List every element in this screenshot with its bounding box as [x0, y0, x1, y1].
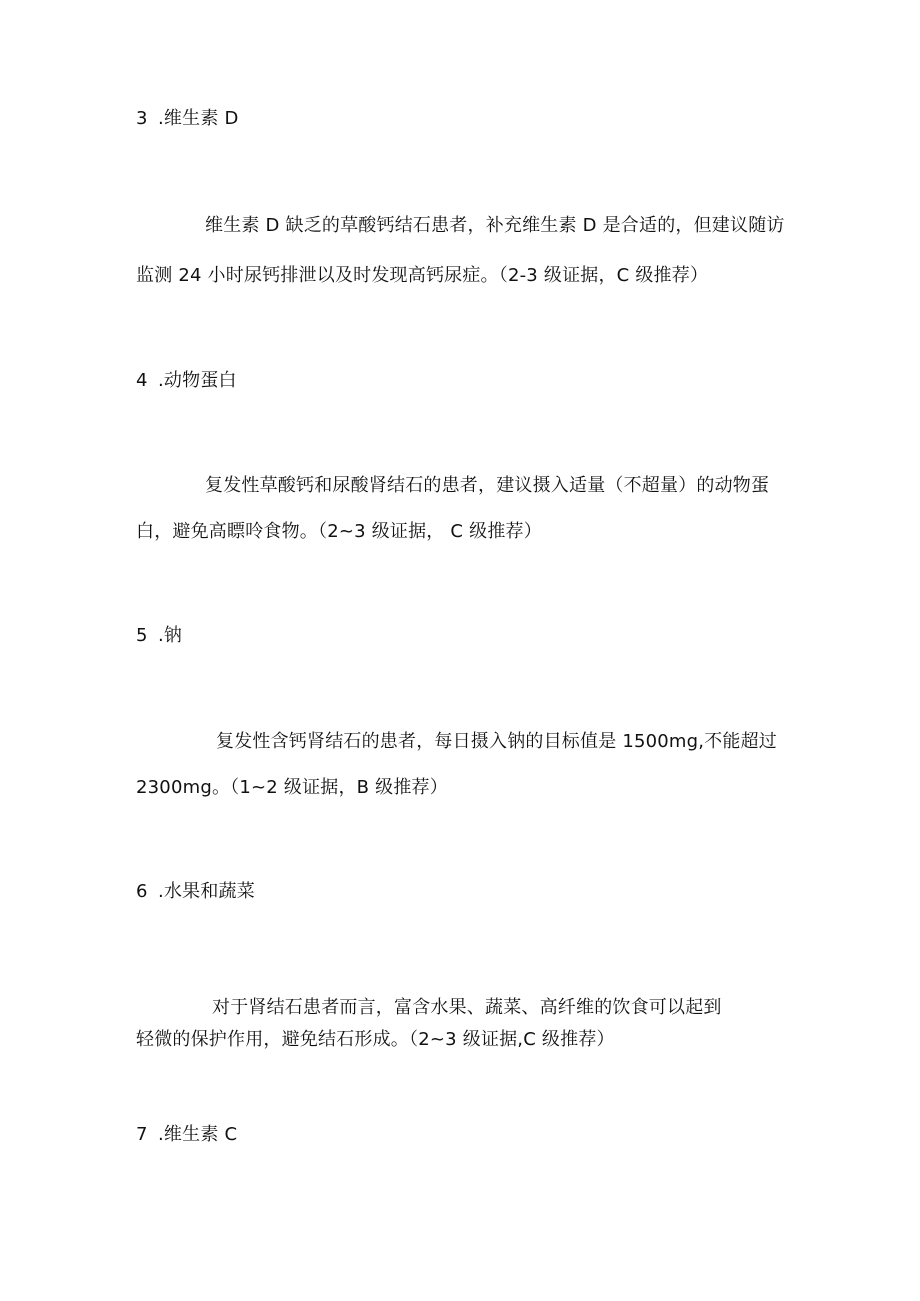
section-number: 6: [136, 881, 148, 902]
section-number: 4: [136, 370, 148, 391]
section-number: 3: [136, 108, 148, 129]
section-heading: [136, 624, 182, 648]
section-title: .维生素 C: [158, 1124, 238, 1145]
paragraph-line: 对于肾结石患者而言，富含水果、蔬菜、高纤维的饮食可以起到: [212, 997, 722, 1018]
section-title: .维生素 D: [158, 108, 239, 129]
section-title: .动物蛋白: [158, 370, 237, 391]
paragraph-line: 维生素 D 缺乏的草酸钙结石患者，补充维生素 D 是合适的，但建议随访: [205, 215, 785, 236]
section-title: .钠: [158, 625, 183, 646]
paragraph-line: 复发性草酸钙和尿酸肾结石的患者，建议摄入适量（不超量）的动物蛋: [205, 475, 770, 496]
section-number: 5: [136, 625, 148, 646]
paragraph-line: 轻微的保护作用，避免结石形成。（2~3 级证据,C 级推荐）: [136, 1029, 615, 1050]
paragraph-line: 复发性含钙肾结石的患者，每日摄入钠的目标值是 1500mg,不能超过: [216, 731, 778, 752]
paragraph-line: 白，避免高瞟呤食物。（2~3 级证据， C 级推荐）: [136, 521, 542, 542]
section-heading: [136, 880, 255, 904]
section-heading: [136, 369, 237, 393]
paragraph-line: 2300mg。（1~2 级证据，B 级推荐）: [136, 777, 448, 798]
section-heading: [136, 1123, 237, 1147]
section-number: 7: [136, 1124, 148, 1145]
section-heading: [136, 107, 239, 131]
paragraph-line: 监测 24 小时尿钙排泄以及时发现高钙尿症。（2-3 级证据，C 级推荐）: [136, 265, 709, 286]
section-title: .水果和蔬菜: [158, 881, 255, 902]
